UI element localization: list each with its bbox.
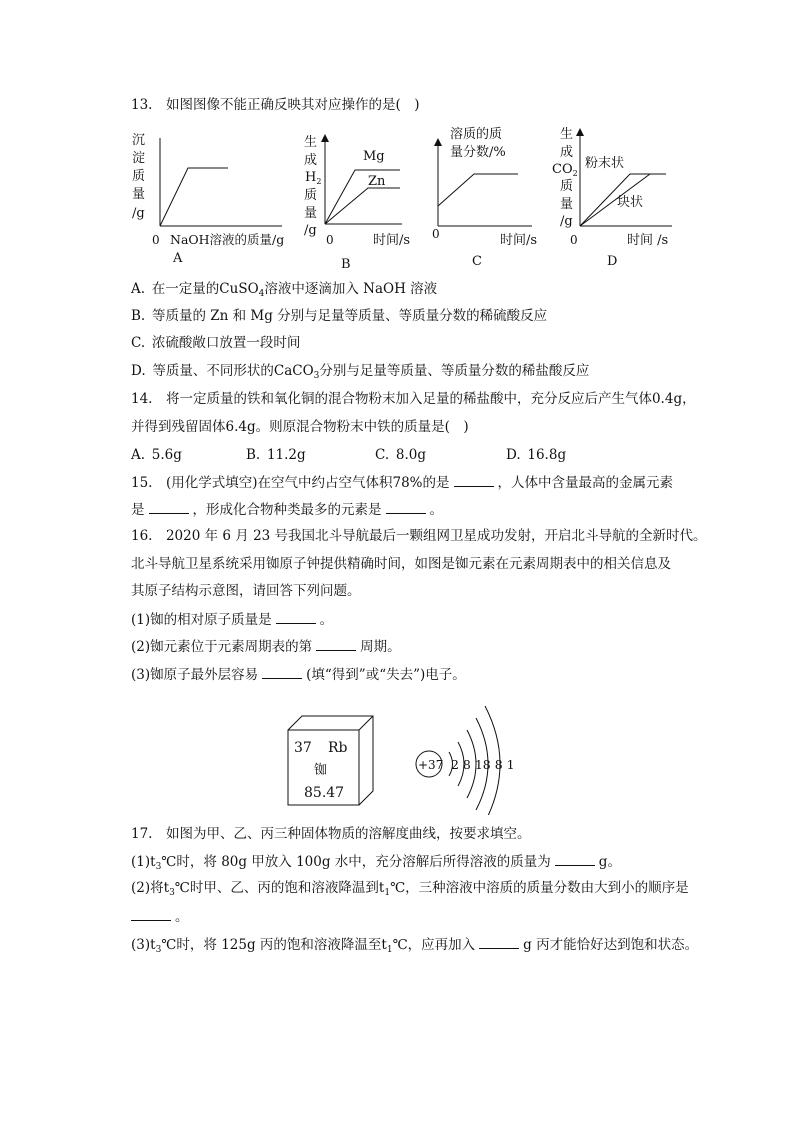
- graph-c-ylabel-1: 溶质的质: [450, 127, 503, 142]
- graph-b-mg-curve: [325, 170, 400, 224]
- element-number: 37: [294, 740, 312, 756]
- graph-d: [552, 126, 672, 269]
- element-name: 铷: [314, 763, 328, 778]
- graph-a-xlabel: NaOH溶液的质量/g: [170, 232, 285, 247]
- graph-b-zn-curve: [325, 188, 400, 224]
- q13-stem: 13. 如图图像不能正确反映其对应操作的是( ): [131, 97, 420, 113]
- q15-blank-2[interactable]: [149, 500, 189, 514]
- q14-line2: 并得到残留固体6.4g。则原混合物粉末中铁的质量是( ): [131, 419, 469, 435]
- graph-a-ylabel-3: 质: [132, 169, 146, 184]
- q16-line3: 其原子结构示意图，请回答下列问题。: [131, 583, 361, 599]
- graph-a-ylabel-2: 淀: [132, 151, 146, 166]
- graph-d-origin: 0: [570, 233, 578, 247]
- atom-shells: 2 8 18 8 1: [451, 757, 515, 772]
- graph-d-ylabel-5: /g: [560, 214, 573, 229]
- q13-option-d: D. 等质量、不同形状的CaCO$_3$分别与足量等质量、等质量分数的稀盐酸反应: [131, 363, 590, 381]
- graph-b-ylabel-1: 生: [304, 135, 318, 150]
- graph-b-ylabel-2: 成: [304, 153, 318, 168]
- q13-option-b: B. 等质量的 Zn 和 Mg 分别与足量等质量、等质量分数的稀硫酸反应: [131, 308, 548, 324]
- q16-blank-1[interactable]: [276, 610, 316, 624]
- graph-d-ylabel-4: 量: [560, 197, 574, 212]
- q14-option-b: B. 11.2g: [246, 447, 306, 463]
- q17-line1: 17. 如图为甲、乙、丙三种固体物质的溶解度曲线，按要求填空。: [131, 826, 531, 842]
- graph-b-series-mg: Mg: [363, 149, 385, 164]
- q17-sub1: $(1)t_3℃$时，将 80g 甲放入 100g 水中，充分溶解后所得溶液的质量为 g。: [131, 854, 621, 872]
- q15-line2: 是 ，形成化合物种类最多的元素是 。: [131, 502, 443, 518]
- graph-d-ylabel-1: 生: [560, 127, 574, 142]
- q15-blank-3[interactable]: [386, 500, 426, 514]
- q17-blank-2[interactable]: [131, 907, 171, 921]
- graph-b-caption: B: [341, 257, 351, 272]
- q16-sub3: (3)铷原子最外层容易 (填“得到”或“失去”)电子。: [131, 667, 466, 683]
- q14-option-a: A. 5.6g: [131, 447, 182, 463]
- graph-b-ylabel-h: $H_2$: [305, 170, 322, 186]
- graph-d-ylabel-3: 质: [560, 179, 574, 194]
- q16-blank-3[interactable]: [262, 665, 302, 679]
- q13-graphs: [0, 122, 794, 272]
- q16-sub2: (2)铷元素位于元素周期表的第 周期。: [131, 639, 401, 655]
- graph-c: [432, 126, 537, 269]
- q15-blank-1[interactable]: [454, 473, 494, 487]
- graph-b-ylabel-3: 质: [304, 188, 318, 203]
- q17-blank-3[interactable]: [479, 935, 519, 949]
- graph-a-caption: A: [173, 251, 183, 266]
- graph-d-xlabel: 时间 /s: [627, 233, 669, 248]
- q16-line2: 北斗导航卫星系统采用铷原子钟提供精确时间，如图是铷元素在元素周期表中的相关信息及: [131, 556, 671, 572]
- graph-a-origin: 0: [152, 233, 160, 247]
- graph-b-xlabel: 时间/s: [373, 233, 411, 248]
- graph-a-curve: [160, 168, 228, 226]
- graph-c-origin: 0: [432, 227, 440, 241]
- q16-blank-2[interactable]: [316, 637, 356, 651]
- graph-a-ylabel-5: /g: [132, 206, 145, 221]
- q14-option-d: D. 16.8g: [506, 447, 567, 463]
- graph-c-ylabel-2: 量分数/%: [450, 145, 506, 160]
- q17-blank-1[interactable]: [555, 852, 595, 866]
- q14-option-c: C. 8.0g: [375, 447, 427, 463]
- atom-diagram: [416, 706, 515, 815]
- atom-nucleus-charge: +37: [418, 758, 444, 772]
- graph-b: [304, 134, 410, 272]
- graph-a-ylabel-1: 沉: [132, 133, 146, 148]
- graph-c-caption: C: [472, 254, 482, 269]
- graph-d-ylabel-2: 成: [560, 145, 574, 160]
- graph-d-series-lump: 块状: [617, 195, 644, 210]
- graph-d-ylabel-co: $CO_2$: [552, 162, 578, 178]
- q16-sub1: (1)铷的相对原子质量是 。: [131, 612, 334, 628]
- graph-a: [132, 133, 284, 266]
- element-mass: 85.47: [304, 785, 345, 801]
- q13-option-c: C. 浓硫酸敞口放置一段时间: [131, 335, 301, 351]
- q16-figures: [0, 700, 794, 815]
- q15-line1: 15. (用化学式填空)在空气中约占空气体积78%的是 ，人体中含量最高的金属元素: [131, 475, 674, 491]
- element-symbol: Rb: [328, 740, 348, 756]
- q17-sub2-cont: 。: [131, 907, 189, 926]
- q16-line1: 16. 2020 年 6 月 23 号我国北斗导航最后一颗组网卫星成功发射，开启北斗导航的全新时代。: [131, 528, 707, 544]
- graph-d-caption: D: [607, 254, 618, 269]
- graph-a-ylabel-4: 量: [132, 187, 146, 202]
- graph-d-series-powder: 粉末状: [585, 156, 625, 171]
- q17-sub2: (2)将$t_3℃$时甲、乙、丙的饱和溶液降温到$t_1℃$，三种溶液中溶质的质量分数由大到小的顺序是: [131, 880, 689, 898]
- graph-b-series-zn: Zn: [368, 174, 386, 189]
- graph-b-ylabel-4: 量: [304, 206, 318, 221]
- graph-b-origin: 0: [326, 233, 334, 247]
- q13-option-a: A. 在一定量的CuSO$_4$溶液中逐滴加入 NaOH 溶液: [131, 281, 438, 299]
- q17-sub3: $(3)t_3℃$时，将 125g 丙的饱和溶液降温至$t_1℃$，应再加入 g 丙才能恰好达到饱和状态。: [131, 937, 699, 955]
- q14-line1: 14. 将一定质量的铁和氧化铜的混合物粉末加入足量的稀盐酸中，充分反应后产生气体0.4g，: [131, 391, 696, 407]
- graph-b-ylabel-5: /g: [304, 223, 317, 238]
- graph-c-xlabel: 时间/s: [500, 233, 538, 248]
- graph-c-curve: [438, 174, 518, 206]
